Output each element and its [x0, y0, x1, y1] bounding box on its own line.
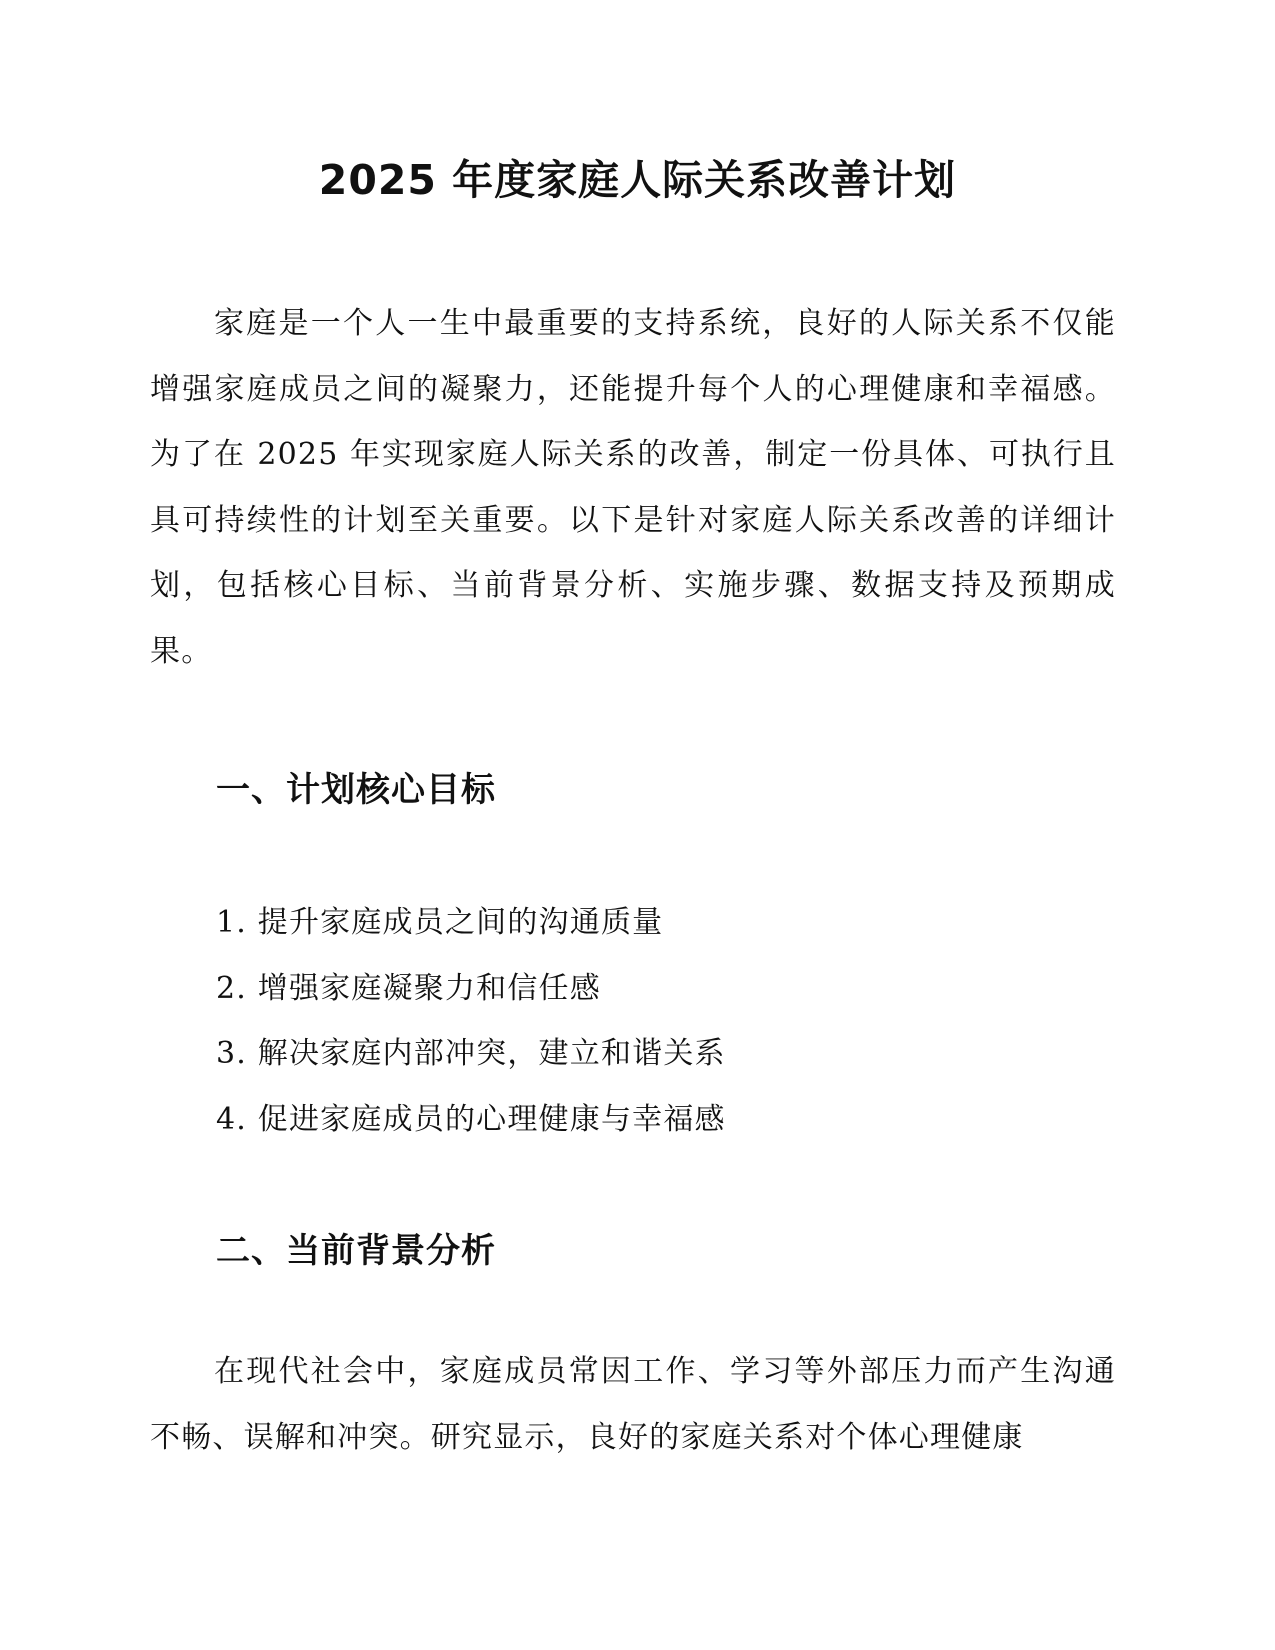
section-heading-background: 二、当前背景分析	[216, 1231, 496, 1271]
goal-list	[216, 890, 726, 1152]
background-paragraph: 在现代社会中，家庭成员常因工作、学习等外部压力而产生沟通不畅、误解和冲突。研究显示，良好的家庭关系对个体心理健康	[150, 1354, 1116, 1455]
goal-item: 1. 提升家庭成员之间的沟通质量	[216, 905, 664, 940]
document-title: 2025 年度家庭人际关系改善计划	[318, 156, 957, 204]
intro-paragraph: 家庭是一个人一生中最重要的支持系统，良好的人际关系不仅能增强家庭成员之间的凝聚力，还能提升每个人的心理健康和幸福感。为了在 2025 年实现家庭人际关系的改善，制定一份具体、可执行且具可持续性的计划至关重要。以下是针对家庭人际关系改善的详细计划，包括核心目标、当前背景分析、实施步骤、数据支持及预期成果。	[150, 306, 1116, 669]
goal-item: 3. 解决家庭内部冲突，建立和谐关系	[216, 1036, 726, 1071]
goal-item: 2. 增强家庭凝聚力和信任感	[216, 970, 601, 1006]
section-heading-goals: 一、计划核心目标	[216, 770, 496, 810]
goal-item: 4. 促进家庭成员的心理健康与幸福感	[216, 1101, 726, 1137]
